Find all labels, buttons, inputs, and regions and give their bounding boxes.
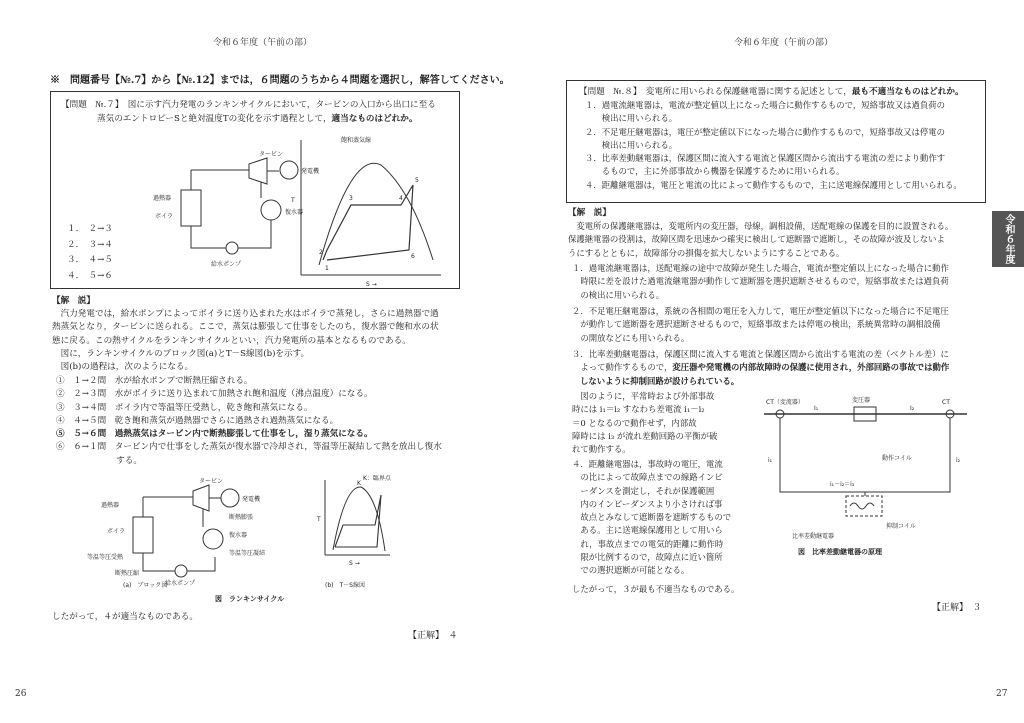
q7-option-1[interactable]: １． ２→３	[67, 224, 113, 234]
q7-option-2[interactable]: ２． ３→４	[67, 239, 113, 250]
fig2-critical-note: K：臨界点	[363, 475, 391, 482]
selection-notice: ※ 問題番号【№.7】から【№.12】までは，６問題のうちから４問題を選択し，解答してください。	[50, 75, 510, 86]
conclusion: したがって，３が最も不適当なものである。	[572, 584, 740, 594]
transformer-label: 変圧器	[852, 397, 871, 404]
figure-title: 図 比率差動継電器の原理	[798, 548, 882, 556]
explanation-heading: 【解 説】	[52, 296, 95, 306]
fig2-adiabatic-expansion: 断熱膨張	[229, 514, 254, 521]
explanation-item-3-detail: 図のように，平常時および外部事故 時には i₁＝i₂ すなわち差電流 i₁－i₂ ＝0 となるので動作せず，内部故 障時には i₃ が流れ差動回路の平衡が破 れて動作する。	[572, 391, 718, 455]
page-number: 27	[996, 689, 1008, 699]
q8-option-1-cont: 検出に用いられる。	[585, 113, 678, 124]
fig2-adiabatic-compression: 断熱圧縮	[115, 570, 140, 577]
operating-coil-label: 動作コイル	[882, 455, 912, 462]
question-7-box	[50, 91, 460, 289]
right-page	[512, 0, 1024, 723]
q7-option-4[interactable]: ４． ５→６	[67, 270, 113, 281]
q8-option-4[interactable]: ４．距離継電器は，電圧と電流の比によって動作するもので，主に送電線保護用として用いられる。	[585, 179, 962, 190]
current-i2-small: i₂	[956, 457, 961, 464]
ct-right-label: CT	[942, 399, 950, 406]
fig2-k: K	[357, 480, 361, 487]
q7-line2: 蒸気のエントロピーSと絶対温度Tの変化を示す過程として，適当なものはどれか。	[97, 114, 418, 124]
fig2-generator: 発電機	[242, 496, 261, 503]
fig2-superheater: 過熱器	[101, 502, 120, 509]
rankine-figure	[85, 475, 405, 605]
point-5: 5	[415, 177, 419, 184]
fig2-boiler: ボイラ	[107, 528, 126, 535]
q7-line1: 【問題 №.７】 図に示す汽力発電のランキンサイクルにおいて，タービンの入口から出口に至る	[61, 100, 436, 110]
answer: 【正解】 ３	[932, 603, 982, 613]
q7-options	[67, 222, 113, 284]
q8-option-3-cont: るもので，主に外部事故から機器を保護するために用いられる。	[585, 166, 845, 177]
q8-option-2[interactable]: ２．不足電圧継電器は，電圧が整定値以下になった場合に動作するもので，短絡事故又は停電の	[585, 126, 945, 137]
explanation-item-3: ３．比率差動継電器は，保護区間に流入する電流と保護区間から流出する電流の差（ベクトル差）に よって動作するもので，変圧器や発電機の内部故障時の保護に使用され，外部回路の事故では動作 しないように抑制回路が設けられている。	[572, 349, 950, 386]
explanation-item-2: ２．不足電圧継電器は，系統の各相間の電圧を入力して，電圧が整定値以下になった場合に不足電圧 が動作して遮断器を選択遮断させるもので，短絡事故または停電の検出，系統異常時の調相設備 の開放などにも用いられる。	[572, 306, 949, 343]
turbine-label: タービン	[259, 151, 284, 158]
answer: 【正解】 ４	[408, 631, 458, 641]
saturation-line-label: 飽和蒸気線	[341, 137, 372, 144]
fig2-condenser: 復水器	[229, 532, 248, 539]
q7-option-3[interactable]: ３． ４→５	[67, 255, 113, 265]
ct-left-label: CT（変流器）	[766, 399, 804, 406]
q8-option-2-cont: 検出に用いられる。	[585, 139, 678, 150]
fig2-title: 図 ランキンサイクル	[215, 595, 285, 603]
year-side-tab: 令和６年度	[992, 211, 1024, 267]
q8-line1: 【問題 №.８】 変電所に用いられる保護継電器に関する記述として，最も不適当なものはどれか。	[579, 87, 964, 97]
current-i1-small: i₁	[768, 457, 773, 464]
relay-label: 比率差動継電器	[792, 533, 835, 540]
fig2-caption-a: (a) ブロック図	[123, 582, 168, 589]
condenser-label: 復水器	[285, 209, 304, 216]
t-axis-label: T	[291, 197, 295, 204]
point-6: 6	[411, 253, 415, 260]
page-number: 26	[15, 689, 27, 699]
point-4: 4	[399, 195, 403, 202]
superheater-label: 過熱器	[153, 195, 172, 202]
diff-current-label: i₁－i₂＝i₃	[830, 481, 855, 488]
point-2: 2	[319, 249, 323, 256]
q8-option-3[interactable]: ３．比率差動継電器は，保護区間に流入する電流と保護区間から流出する電流の差により動作す	[585, 153, 946, 164]
process-steps: ① １→２間 水が給水ポンプで断熱圧縮される。 ② ２→３間 水がボイラに送り込まれて加熱され飽和温度（沸点温度）になる。 ③ ３→４間 ボイラ内で等温等圧受熱し，乾き飽和蒸気になる。 ④ ４→５間 乾き飽和蒸気が過熱器でさらに過熱され過熱蒸気になる。 ⑤ ５→６間 過熱蒸気はタービン内で断熱膨張して仕事をし，湿り蒸気になる。 ⑥ ６→１間 タービン内で仕事をした蒸気が復水器で冷却され，等温等圧凝結して熱を放出し復水 する。	[56, 376, 442, 466]
fig2-isothermal-condense: 等温等圧凝結	[229, 550, 266, 557]
explanation-heading: 【解 説】	[568, 208, 611, 218]
fig2-turbine: タービン	[199, 478, 224, 485]
explanation-item-4: ４．距離継電器は，事故時の電圧，電流 の比によって故障点までの線路インピ ーダンスを測定し，それが保護範囲 内のインピーダンスより小さければ事 故点とみなして遮断器を遮断するもので ある。主に送電線保護用として用いら れ，事故点までの電気的距離に動作時 限が比例するので，故障点に近い箇所 での選択遮断が可能となる。	[572, 459, 732, 576]
pump-label: 給水ポンプ	[211, 261, 242, 268]
differential-relay-figure	[762, 392, 972, 562]
restraint-coil-label: 抑制コイル	[886, 523, 916, 530]
fig2-t-axis: T	[317, 516, 321, 523]
conclusion: したがって，４が適当なものである。	[52, 612, 198, 622]
s-axis-label: S →	[366, 281, 377, 288]
fig2-s-axis: S →	[349, 560, 360, 567]
question-8-box	[566, 80, 986, 203]
generator-label: 発電機	[301, 168, 320, 175]
q8-option-1[interactable]: １．過電流継電器は，電流が整定値以上になった場合に動作するもので，短絡事故又は過負荷の	[585, 100, 945, 110]
q8-options	[585, 99, 962, 192]
current-i1-label: I₁	[814, 405, 819, 412]
current-i2-label: I₂	[910, 405, 915, 412]
fig2-isothermal-heat: 等温等圧受熱	[87, 554, 124, 561]
point-1: 1	[325, 265, 329, 272]
page-header: 令和６年度（午前の部）	[734, 38, 834, 48]
explanation-item-1: １．過電流継電器は，送配電線の途中で故障が発生した場合，電流が整定値以上になった場合に動作 時限に差を設けた過電流継電器が動作して遮断器を選択遮断させるもので，短絡事故または過負荷 の検出に用いられる。	[572, 263, 949, 300]
page-header: 令和６年度（午前の部）	[213, 38, 313, 48]
boiler-label: ボイラ	[155, 213, 174, 220]
explanation-intro: 変電所の保護継電器は，変電所内の変圧器，母線，調相設備，送配電線の保護を目的に設置される。 保護継電器の役割は，故障区間を迅速かつ確実に検出して遮断器で遮断し，その故障が波及しないよ うにするとともに，故障部分の損傷を拡大しないようにすることである。	[568, 221, 954, 258]
point-3: 3	[349, 195, 353, 202]
fig2-caption-b: (b) T－S線図	[325, 582, 365, 589]
explanation-intro: 汽力発電では，給水ポンプによってボイラに送り込まれた水はボイラで蒸発し，さらに過熱器で過 熱蒸気となり，タービンに送られる。ここで，蒸気は膨張して仕事をしたのち，復水器で飽和水の状 態に戻る。この熱サイクルをランキンサイクルといい，汽力発電所の基本となるものである。 図に，ランキンサイクルのブロック図(a)とT－S線図(b)を示す。 図(b)の過程は，次のようになる。	[52, 309, 439, 373]
rankine-question-figure	[151, 130, 451, 288]
fig2-pump: 給水ポンプ	[165, 580, 196, 587]
